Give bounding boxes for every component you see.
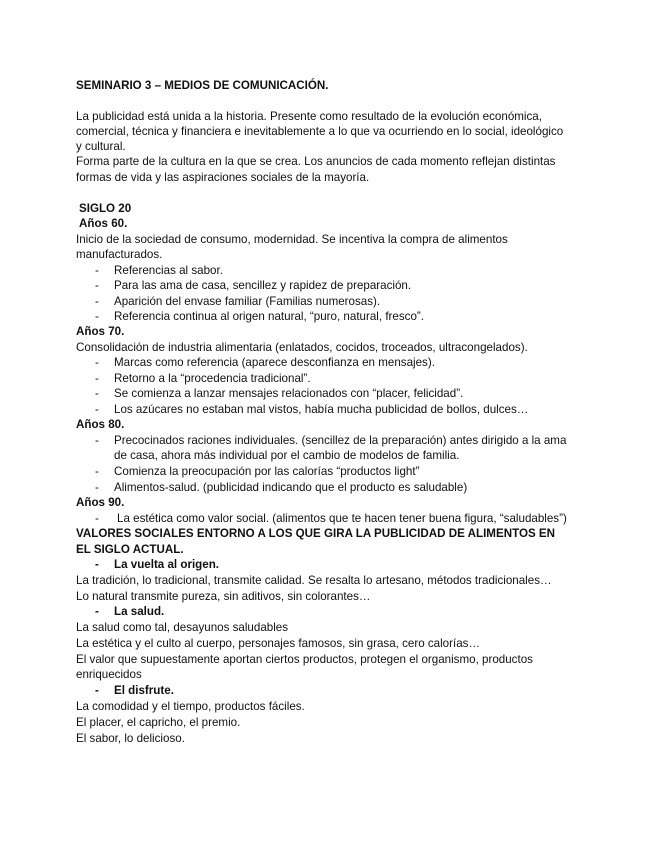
list-item-text: Referencia continua al origen natural, “puro, natural, fresco”. <box>114 310 424 323</box>
list-item-text: Para las ama de casa, sencillez y rapidez de preparación. <box>114 279 412 292</box>
list-item-text: Se comienza a lanzar mensajes relacionados con “placer, felicidad”. <box>114 387 464 400</box>
list-item <box>76 310 424 324</box>
dash-bullet: - <box>95 605 99 618</box>
decade-text: manufacturados. <box>76 248 163 261</box>
list-item-text: Los azúcares no estaban mal vistos, había mucha publicidad de bollos, dulces… <box>114 403 529 416</box>
dash-bullet: - <box>95 279 99 292</box>
dash-bullet: - <box>95 512 99 525</box>
list-item-text: Retorno a la “procedencia tradicional”. <box>114 372 311 385</box>
subheading-text: El disfrute. <box>114 684 174 697</box>
value-text: La comodidad y el tiempo, productos fáciles. <box>76 700 305 713</box>
dash-bullet: - <box>95 387 99 400</box>
list-item <box>76 279 411 293</box>
dash-bullet: - <box>95 310 99 323</box>
list-item <box>76 481 467 495</box>
decade-text: Consolidación de industria alimentaria (enlatados, cocidos, troceados, ultracongelados). <box>76 341 528 354</box>
list-item-text: Alimentos-salud. (publicidad indicando que el producto es saludable) <box>114 481 468 494</box>
value-text: La estética y el culto al cuerpo, personajes famosos, sin grasa, cero calorías… <box>76 637 481 650</box>
dash-bullet: - <box>95 558 99 571</box>
value-text: La tradición, lo tradicional, transmite calidad. Se resalta lo artesano, métodos tradicionales… <box>76 574 552 587</box>
subheading-text: La vuelta al origen. <box>114 558 220 571</box>
decade-heading-80: Años 80. <box>76 418 125 431</box>
document-title: SEMINARIO 3 – MEDIOS DE COMUNICACIÓN. <box>76 79 329 92</box>
value-subheading-disfrute <box>76 684 174 698</box>
value-text: La salud como tal, desayunos saludables <box>76 621 289 634</box>
list-item-continuation: de casa, ahora más individual por el cambio de modelos de familia. <box>114 449 460 462</box>
value-text: enriquecidos <box>76 668 142 681</box>
dash-bullet: - <box>95 465 99 478</box>
dash-bullet: - <box>95 684 99 697</box>
value-text: El valor que supuestamente aportan ciertos productos, protegen el organismo, productos <box>76 653 533 666</box>
decade-heading-90: Años 90. <box>76 496 125 509</box>
dash-bullet: - <box>95 356 99 369</box>
list-item-text: Aparición del envase familiar (Familias numerosas). <box>114 295 381 308</box>
list-item <box>76 512 567 526</box>
list-item-text: Marcas como referencia (aparece desconfianza en mensajes). <box>114 356 435 369</box>
value-text: Lo natural transmite pureza, sin aditivos, sin colorantes… <box>76 590 371 603</box>
intro-line: y cultural. <box>76 140 126 153</box>
intro-line: Forma parte de la cultura en la que se crea. Los anuncios de cada momento reflejan distintas <box>76 155 556 168</box>
siglo-heading: SIGLO 20 <box>79 202 132 215</box>
value-text: El placer, el capricho, el premio. <box>76 716 241 729</box>
list-item <box>76 387 463 401</box>
decade-text: Inicio de la sociedad de consumo, modernidad. Se incentiva la compra de alimentos <box>76 233 508 246</box>
list-item <box>76 434 566 448</box>
value-subheading-salud <box>76 605 164 619</box>
dash-bullet: - <box>95 481 99 494</box>
list-item <box>76 465 419 479</box>
list-item <box>76 264 223 278</box>
dash-bullet: - <box>95 434 99 447</box>
dash-bullet: - <box>95 403 99 416</box>
list-item-text: La estética como valor social. (alimentos que te hacen tener buena figura, “saludables”) <box>117 512 567 525</box>
list-item <box>76 372 311 386</box>
list-item <box>76 295 380 309</box>
value-subheading-origen <box>76 558 219 572</box>
list-item-text: Precocinados raciones individuales. (sencillez de la preparación) antes dirigido a la ama <box>114 434 567 447</box>
decade-heading-60: Años 60. <box>79 217 128 230</box>
list-item <box>76 403 528 417</box>
dash-bullet: - <box>95 295 99 308</box>
dash-bullet: - <box>95 264 99 277</box>
value-text: El sabor, lo delicioso. <box>76 732 185 745</box>
subheading-text: La salud. <box>114 605 165 618</box>
intro-line: comercial, técnica y financiera e inevitablemente a lo que va ocurriendo en lo social, ideológico <box>76 125 564 138</box>
dash-bullet: - <box>95 372 99 385</box>
intro-line: formas de vida y las aspiraciones sociales de la mayoría. <box>76 171 370 184</box>
list-item <box>76 356 435 370</box>
values-heading: VALORES SOCIALES ENTORNO A LOS QUE GIRA LA PUBLICIDAD DE ALIMENTOS EN <box>76 527 556 540</box>
values-heading: EL SIGLO ACTUAL. <box>76 543 184 556</box>
intro-line: La publicidad está unida a la historia. Presente como resultado de la evolución económica, <box>76 110 542 123</box>
list-item-text: Referencias al sabor. <box>114 264 223 277</box>
list-item-text: Comienza la preocupación por las calorías “productos light” <box>114 465 420 478</box>
decade-heading-70: Años 70. <box>76 325 125 338</box>
